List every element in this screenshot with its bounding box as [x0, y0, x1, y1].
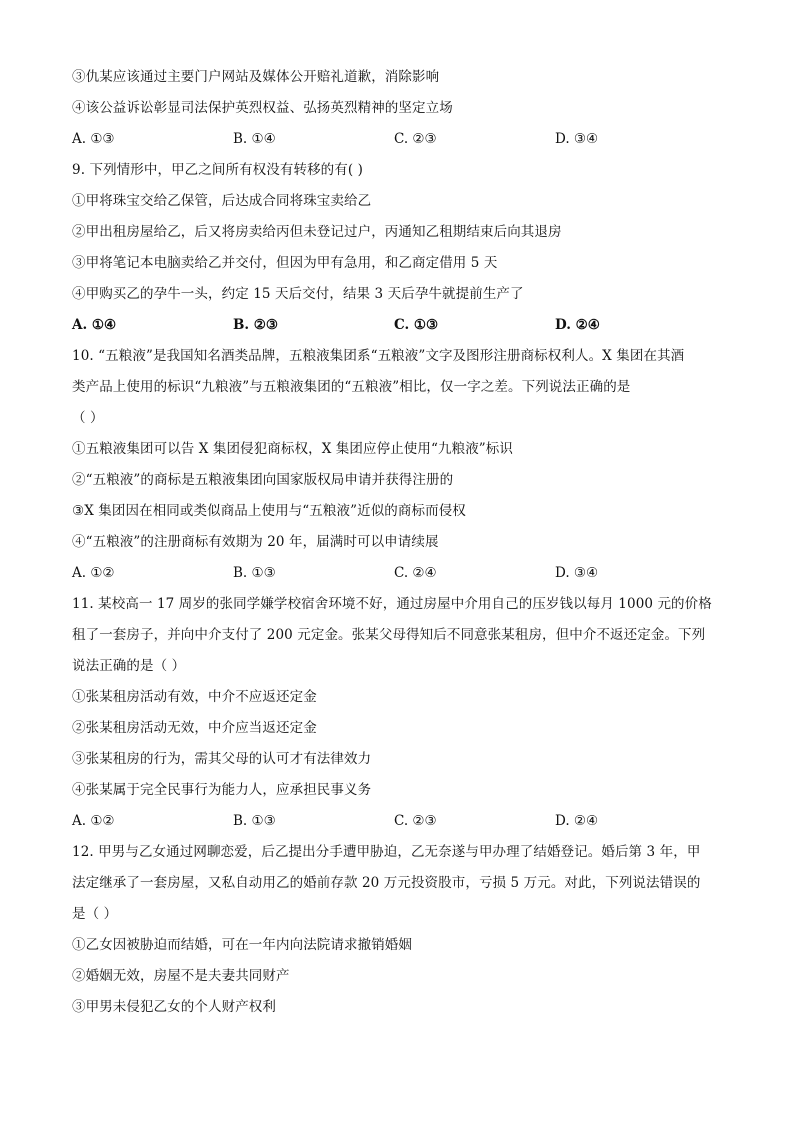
q11-stem-line-3: 说法正确的是（ ）: [72, 658, 186, 674]
q11-option-b: B. ①③: [233, 813, 276, 829]
q12-stem-line-1: 12. 甲男与乙女通过网聊恋爱，后乙提出分手遭甲胁迫，乙无奈遂与甲办理了结婚登记。婚后第 3 年，甲: [72, 844, 701, 860]
q10-option-a: A. ①②: [72, 565, 115, 581]
q11-stem-line-2: 租了一套房子，并向中介支付了 200 元定金。张某父母得知后不同意张某租房，但中介不返还定金。下列: [72, 627, 706, 643]
q8-option-d: D. ③④: [555, 131, 599, 147]
q9-stem: 9. 下列情形中，甲乙之间所有权没有转移的有( ): [72, 162, 363, 178]
q11-option-a: A. ①②: [72, 813, 115, 829]
q9-options: [72, 310, 724, 341]
question-11: [72, 589, 724, 837]
question-12: [72, 837, 724, 1023]
q10-options: [72, 558, 724, 589]
q12-stem-line-2: 法定继承了一套房屋，又私自动用乙的婚前存款 20 万元投资股市，亏损 5 万元。对此，下列说法错误的: [72, 875, 701, 891]
q10-item-3: ③X 集团因在相同或类似商品上使用与“五粮液”近似的商标而侵权: [72, 503, 466, 519]
q9-option-a: A. ①④: [72, 317, 117, 333]
q9-item-1: ①甲将珠宝交给乙保管，后达成合同将珠宝卖给乙: [72, 193, 372, 209]
q12-stem-line-3: 是（ ）: [72, 906, 118, 922]
q8-item-3: ③仇某应该通过主要门户网站及媒体公开赔礼道歉，消除影响: [72, 69, 440, 85]
q11-item-2: ②张某租房活动无效，中介应当返还定金: [72, 720, 317, 736]
q10-item-1: ①五粮液集团可以告 X 集团侵犯商标权，X 集团应停止使用“九粮液”标识: [72, 441, 513, 457]
q8-option-c: C. ②③: [394, 131, 437, 147]
q12-item-2: ②婚姻无效，房屋不是夫妻共同财产: [72, 968, 290, 984]
q9-item-4: ④甲购买乙的孕牛一头，约定 15 天后交付，结果 3 天后孕牛就提前生产了: [72, 286, 524, 302]
q11-item-3: ③张某租房的行为，需其父母的认可才有法律效力: [72, 751, 372, 767]
q8-item-4: ④该公益诉讼彰显司法保护英烈权益、弘扬英烈精神的坚定立场: [72, 100, 453, 116]
question-10: [72, 341, 724, 589]
q8-options: [72, 124, 724, 155]
q10-stem-line-3: （ ）: [72, 410, 104, 426]
question-8: [72, 62, 724, 155]
q12-item-1: ①乙女因被胁迫而结婚，可在一年内向法院请求撤销婚姻: [72, 937, 412, 953]
q11-item-4: ④张某属于完全民事行为能力人，应承担民事义务: [72, 782, 372, 798]
question-9: [72, 155, 724, 341]
q11-stem-line-1: 11. 某校高一 17 周岁的张同学嫌学校宿舍环境不好，通过房屋中介用自己的压岁钱以每月 1000 元的价格: [72, 596, 712, 612]
q11-item-1: ①张某租房活动有效，中介不应返还定金: [72, 689, 317, 705]
q10-stem-line-2: 类产品上使用的标识“九粮液”与五粮液集团的“五粮液”相比，仅一字之差。下列说法正确的是: [72, 379, 631, 395]
q9-item-2: ②甲出租房屋给乙，后又将房卖给丙但未登记过户，丙通知乙租期结束后向其退房: [72, 224, 562, 240]
q8-option-a: A. ①③: [72, 131, 115, 147]
q10-stem-line-1: 10. “五粮液”是我国知名酒类品牌，五粮液集团系“五粮液”文字及图形注册商标权利人。X 集团在其酒: [72, 348, 685, 364]
q10-item-2: ②“五粮液”的商标是五粮液集团向国家版权局申请并获得注册的: [72, 472, 454, 488]
q10-item-4: ④“五粮液”的注册商标有效期为 20 年，届满时可以申请续展: [72, 534, 439, 550]
q9-option-c: C. ①③: [394, 317, 439, 333]
q9-option-b: B. ②③: [233, 317, 279, 333]
q10-option-d: D. ③④: [555, 565, 599, 581]
q11-options: [72, 806, 724, 837]
q9-item-3: ③甲将笔记本电脑卖给乙并交付，但因为甲有急用，和乙商定借用 5 天: [72, 255, 498, 271]
q8-option-b: B. ①④: [233, 131, 276, 147]
q10-option-c: C. ②④: [394, 565, 437, 581]
q11-option-d: D. ②④: [555, 813, 599, 829]
q12-item-3: ③甲男未侵犯乙女的个人财产权利: [72, 999, 276, 1015]
q11-option-c: C. ②③: [394, 813, 437, 829]
q10-option-b: B. ①③: [233, 565, 276, 581]
q9-option-d: D. ②④: [555, 317, 600, 333]
